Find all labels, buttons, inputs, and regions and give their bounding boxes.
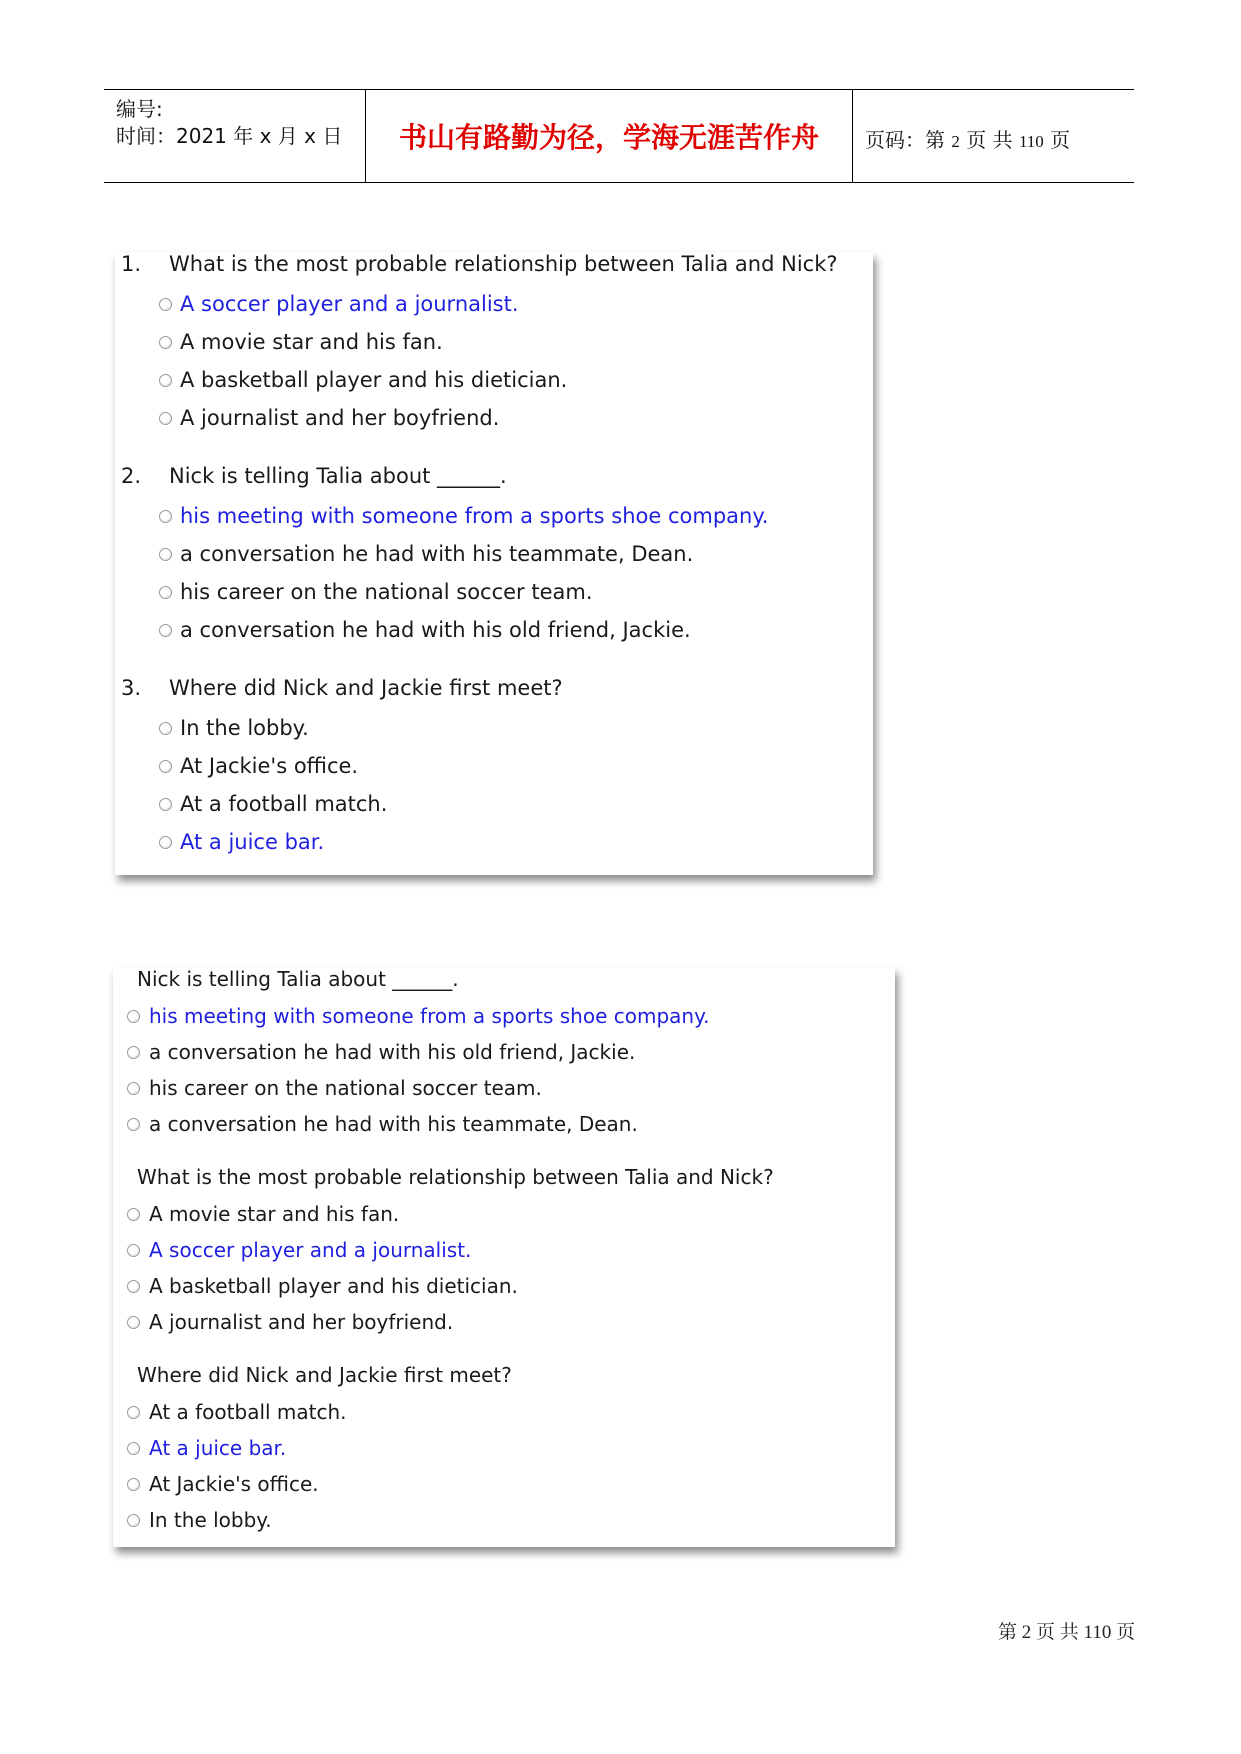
radio-button[interactable] (159, 336, 172, 349)
answer-option-text: A basketball player and his dietician. (149, 1274, 518, 1298)
answer-option-text: At a football match. (149, 1400, 347, 1424)
number-label: 编号: (116, 97, 163, 121)
answer-option-text: A movie star and his fan. (180, 330, 443, 354)
answer-option-text: At a juice bar. (180, 830, 325, 854)
page-total: 110 (1018, 132, 1044, 151)
answer-option-text: At Jackie's office. (180, 754, 359, 778)
radio-button[interactable] (159, 760, 172, 773)
header-right-cell (853, 90, 1134, 182)
answer-option-text: At a juice bar. (149, 1436, 287, 1460)
radio-button[interactable] (127, 1514, 140, 1527)
header-left-cell (104, 90, 366, 182)
footer-suffix: 页 (1116, 1622, 1136, 1643)
radio-button[interactable] (159, 798, 172, 811)
radio-button[interactable] (159, 624, 172, 637)
answer-option-text: In the lobby. (149, 1508, 272, 1532)
radio-button[interactable] (127, 1082, 140, 1095)
answer-option-text: A movie star and his fan. (149, 1202, 400, 1226)
radio-button[interactable] (127, 1208, 140, 1221)
radio-button[interactable] (127, 1406, 140, 1419)
answer-option-text: At a football match. (180, 792, 388, 816)
time-label: 时间：2021 年 x 月 x 日 (116, 124, 343, 148)
question-text: What is the most probable relationship between Talia and Nick? (169, 252, 838, 276)
answer-option-text: At Jackie's office. (149, 1472, 319, 1496)
answer-option-text: A journalist and her boyfriend. (180, 406, 500, 430)
motto: 书山有路勤为径，学海无涯苦作舟 (398, 121, 819, 154)
answer-option-text: A basketball player and his dietician. (180, 368, 568, 392)
answer-option-text: A journalist and her boyfriend. (149, 1310, 454, 1334)
footer-page-number: 2 (1021, 1622, 1032, 1643)
radio-button[interactable] (127, 1118, 140, 1131)
page-prefix: 页码：第 (865, 128, 945, 152)
question-text: Nick is telling Talia about ______. (137, 967, 459, 991)
document-header (104, 89, 1134, 183)
quiz-panel-numbered (115, 252, 873, 875)
question-text: Nick is telling Talia about ______. (169, 464, 507, 488)
page-footer (998, 1617, 1135, 1644)
radio-button[interactable] (127, 1010, 140, 1023)
radio-button[interactable] (127, 1442, 140, 1455)
footer-page-total: 110 (1083, 1622, 1112, 1643)
radio-button[interactable] (127, 1316, 140, 1329)
answer-option-text: a conversation he had with his teammate, Dean. (149, 1112, 638, 1136)
quiz-panel-shuffled (113, 967, 895, 1547)
answer-option-text: a conversation he had with his old friend, Jackie. (149, 1040, 636, 1064)
question-number: 1. (121, 252, 142, 276)
answer-option-text: his meeting with someone from a sports shoe company. (180, 504, 769, 528)
answer-option-text: A soccer player and a journalist. (180, 292, 519, 316)
radio-button[interactable] (159, 298, 172, 311)
radio-button[interactable] (159, 548, 172, 561)
question-text: Where did Nick and Jackie first meet? (169, 676, 563, 700)
header-middle-cell (366, 90, 853, 182)
radio-button[interactable] (159, 374, 172, 387)
question-text: What is the most probable relationship between Talia and Nick? (137, 1165, 774, 1189)
radio-button[interactable] (159, 836, 172, 849)
answer-option-text: his career on the national soccer team. (180, 580, 593, 604)
radio-button[interactable] (127, 1478, 140, 1491)
page-indicator (865, 124, 1070, 153)
answer-option-text: A soccer player and a journalist. (149, 1238, 472, 1262)
page-mid: 页 共 (966, 128, 1013, 152)
answer-option-text: a conversation he had with his old friend, Jackie. (180, 618, 691, 642)
answer-option-text: his career on the national soccer team. (149, 1076, 542, 1100)
page-number: 2 (951, 132, 960, 151)
answer-option-text: In the lobby. (180, 716, 309, 740)
radio-button[interactable] (127, 1244, 140, 1257)
question-number: 2. (121, 464, 142, 488)
radio-button[interactable] (159, 412, 172, 425)
footer-prefix: 第 (998, 1622, 1018, 1643)
question-text: Where did Nick and Jackie first meet? (137, 1363, 512, 1387)
radio-button[interactable] (127, 1280, 140, 1293)
question-number: 3. (121, 676, 142, 700)
answer-option-text: a conversation he had with his teammate, Dean. (180, 542, 694, 566)
footer-mid: 页 共 (1036, 1622, 1079, 1643)
radio-button[interactable] (159, 722, 172, 735)
answer-option-text: his meeting with someone from a sports shoe company. (149, 1004, 710, 1028)
radio-button[interactable] (127, 1046, 140, 1059)
page-suffix: 页 (1050, 128, 1071, 152)
radio-button[interactable] (159, 510, 172, 523)
radio-button[interactable] (159, 586, 172, 599)
